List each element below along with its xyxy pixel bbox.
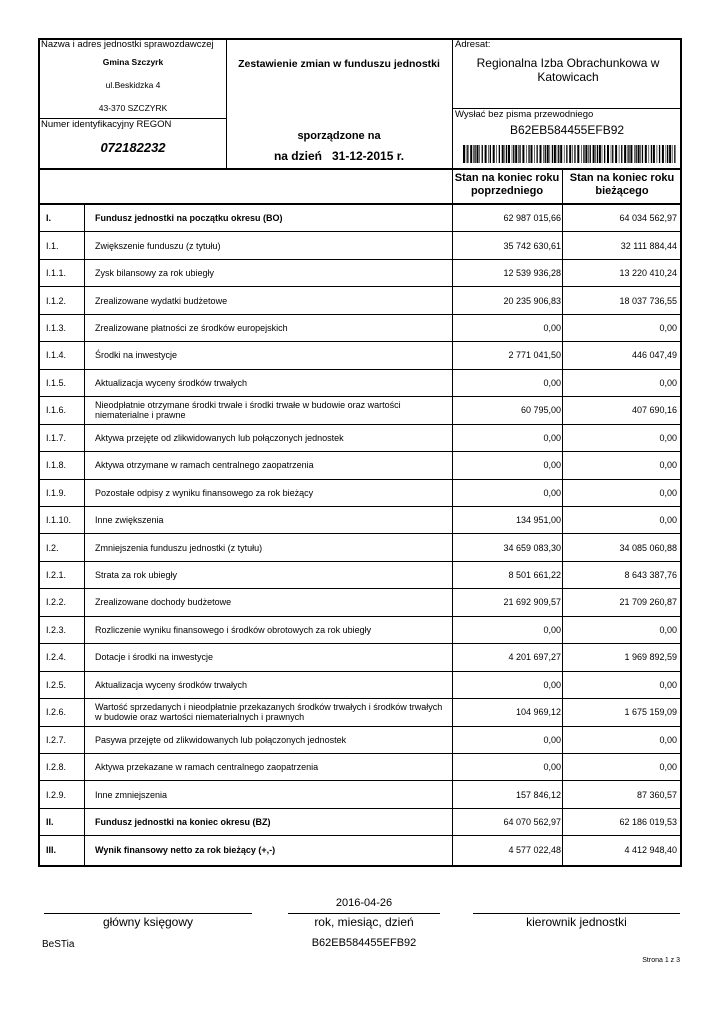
row-current-value: 0,00 [659, 515, 677, 526]
table-row [38, 561, 682, 588]
row-prev-value: 0,00 [543, 460, 561, 471]
row-current-value: 34 085 060,88 [619, 542, 677, 553]
row-label: Dotacje i środki na inwestycje [95, 652, 214, 663]
footer-code: B62EB584455EFB92 [311, 937, 417, 949]
row-prev-value: 12 539 936,28 [503, 268, 561, 279]
row-label: Aktualizacja wyceny środków trwałych [95, 377, 248, 388]
row-label: Pasywa przejęte od zlikwidowanych lub połączonych jednostek [95, 734, 347, 745]
row-label: Aktualizacja wyceny środków trwałych [95, 679, 248, 690]
row-number: I.1.4. [46, 350, 67, 361]
row-number: I.1.8. [46, 460, 67, 471]
row-current-value: 0,00 [659, 734, 677, 745]
row-current-value: 0,00 [659, 762, 677, 773]
row-prev-value: 8 501 661,22 [508, 570, 561, 581]
row-number: I.1.6. [46, 405, 67, 416]
row-number: I.2.5. [46, 679, 67, 690]
row-label: Wartość sprzedanych i nieodpłatnie przekazanych środków trwałych i środków trwałych w budowie oraz wartości niematerialnych i prawnych [95, 702, 443, 723]
signature-line-accountant [44, 913, 252, 914]
row-number: I.1.5. [46, 377, 67, 388]
row-prev-value: 34 659 083,30 [503, 542, 561, 553]
row-current-value: 0,00 [659, 322, 677, 333]
table-row [38, 314, 682, 341]
row-number: I.1.10. [46, 515, 72, 526]
row-current-value: 1 675 159,09 [624, 707, 677, 718]
row-label: Aktywa przekazane w ramach centralnego zaopatrzenia [95, 762, 319, 773]
row-current-value: 407 690,16 [631, 405, 677, 416]
table-row [38, 369, 682, 396]
header-divider-2 [452, 38, 453, 170]
row-prev-value: 4 577 022,48 [508, 844, 561, 855]
row-label: Zrealizowane dochody budżetowe [95, 597, 232, 608]
table-row [38, 780, 682, 807]
row-label: Zmniejszenia funduszu jednostki (z tytułu) [95, 542, 263, 553]
row-prev-value: 60 795,00 [520, 405, 561, 416]
table-row [38, 341, 682, 368]
unit-city: 43-370 SZCZYRK [98, 103, 168, 113]
row-current-value: 4 412 948,40 [624, 844, 677, 855]
row-current-value: 0,00 [659, 624, 677, 635]
table-row [38, 671, 682, 698]
document-code: B62EB584455EFB92 [509, 123, 625, 137]
row-prev-value: 0,00 [543, 762, 561, 773]
row-current-value: 446 047,49 [631, 350, 677, 361]
row-number: I.1. [46, 240, 59, 251]
table-row [38, 204, 682, 231]
row-number: I.1.2. [46, 295, 67, 306]
row-number: I.1.3. [46, 322, 67, 333]
document-title: Zestawienie zmian w funduszu jednostki [238, 58, 440, 70]
row-current-value: 8 643 387,76 [624, 570, 677, 581]
row-current-value: 62 186 019,53 [619, 817, 677, 828]
table-row [38, 451, 682, 478]
row-prev-value: 0,00 [543, 432, 561, 443]
barcode-icon [463, 145, 678, 163]
row-label: Aktywa otrzymane w ramach centralnego zaopatrzenia [95, 460, 314, 471]
row-current-value: 87 360,57 [636, 789, 677, 800]
row-number: I.2.6. [46, 707, 67, 718]
addressee-label: Adresat: [455, 39, 491, 50]
row-label: Wynik finansowy netto za rok bieżący (+,-) [95, 844, 276, 855]
table-row [38, 616, 682, 643]
compiled-label: sporządzone na [297, 130, 381, 142]
addressee-name: Regionalna Izba Obrachunkowa w Katowicach [476, 56, 660, 84]
table-row [38, 808, 682, 835]
send-label: Wysłać bez pisma przewodniego [455, 109, 594, 120]
row-current-value: 1 969 892,59 [624, 652, 677, 663]
row-number: I.1.1. [46, 268, 67, 279]
row-current-value: 0,00 [659, 487, 677, 498]
row-label: Fundusz jednostki na początku okresu (BO) [95, 212, 283, 223]
row-prev-value: 4 201 697,27 [508, 652, 561, 663]
table-row [38, 396, 682, 423]
table-row [38, 424, 682, 451]
row-prev-value: 0,00 [543, 734, 561, 745]
unit-name: Gmina Szczyrk [102, 57, 164, 67]
row-number: I.2.2. [46, 597, 67, 608]
table-row [38, 259, 682, 286]
row-number: I.2.8. [46, 762, 67, 773]
unit-label: Nazwa i adres jednostki sprawozdawczej [41, 39, 214, 50]
chief-accountant-caption: główny księgowy [102, 915, 194, 929]
row-number: I.1.7. [46, 432, 67, 443]
row-number: II. [46, 817, 54, 828]
row-current-value: 0,00 [659, 460, 677, 471]
row-prev-value: 134 951,00 [515, 515, 561, 526]
table-row [38, 231, 682, 258]
software-name: BeSTia [42, 939, 75, 950]
row-prev-value: 0,00 [543, 377, 561, 388]
table-row [38, 726, 682, 753]
row-prev-value: 21 692 909,57 [503, 597, 561, 608]
unit-street: ul.Beskidzka 4 [105, 80, 161, 90]
row-prev-value: 0,00 [543, 679, 561, 690]
row-label: Inne zmniejszenia [95, 789, 168, 800]
row-number: I.2.1. [46, 570, 67, 581]
date-prefix: na dzień [273, 149, 322, 163]
row-label: Zwiększenie funduszu (z tytułu) [95, 240, 221, 251]
row-number: III. [46, 844, 57, 855]
row-label: Nieodpłatnie otrzymane środki trwałe i środki trwałe w budowie oraz wartości niematerialne i prawne [95, 400, 401, 421]
regon-value: 072182232 [100, 140, 166, 155]
column-prev-year: Stan na koniec roku poprzedniego [454, 172, 560, 197]
row-prev-value: 0,00 [543, 624, 561, 635]
row-current-value: 13 220 410,24 [619, 268, 677, 279]
row-label: Fundusz jednostki na koniec okresu (BZ) [95, 817, 271, 828]
column-current-year: Stan na koniec roku bieżącego [569, 172, 675, 197]
row-number: I.1.9. [46, 487, 67, 498]
row-current-value: 32 111 884,44 [620, 240, 677, 251]
row-prev-value: 35 742 630,61 [503, 240, 561, 251]
footer-date: 2016-04-26 [335, 897, 393, 909]
row-current-value: 21 709 260,87 [619, 597, 677, 608]
row-prev-value: 20 235 906,83 [503, 295, 561, 306]
row-label: Strata za rok ubiegły [95, 570, 178, 581]
row-label: Aktywa przejęte od zlikwidowanych lub połączonych jednostek [95, 432, 344, 443]
table-row [38, 643, 682, 670]
date-value: 31-12-2015 r. [331, 149, 405, 163]
regon-label: Numer identyfikacyjny REGON [41, 119, 172, 130]
row-current-value: 0,00 [659, 679, 677, 690]
table-row [38, 753, 682, 780]
head-of-unit-caption: kierownik jednostki [526, 915, 627, 929]
row-prev-value: 0,00 [543, 487, 561, 498]
table-row [38, 835, 682, 862]
row-prev-value: 64 070 562,97 [503, 817, 561, 828]
row-label: Zysk bilansowy za rok ubiegły [95, 268, 215, 279]
row-number: I.2.9. [46, 789, 67, 800]
table-row [38, 506, 682, 533]
row-number: I.2.4. [46, 652, 67, 663]
row-current-value: 0,00 [659, 432, 677, 443]
row-current-value: 18 037 736,55 [619, 295, 677, 306]
signature-line-head [473, 913, 680, 914]
row-number: I.2.3. [46, 624, 67, 635]
table-row [38, 698, 682, 725]
report-date [226, 149, 452, 163]
row-prev-value: 2 771 041,50 [508, 350, 561, 361]
date-caption: rok, miesiąc, dzień [314, 915, 414, 929]
table-row [38, 479, 682, 506]
page-number: Strona 1 z 3 [642, 957, 680, 964]
row-label: Pozostałe odpisy z wyniku finansowego za rok bieżący [95, 487, 314, 498]
row-current-value: 64 034 562,97 [619, 212, 677, 223]
signature-line-date [288, 913, 440, 914]
row-prev-value: 157 846,12 [515, 789, 561, 800]
row-current-value: 0,00 [659, 377, 677, 388]
row-prev-value: 62 987 015,66 [503, 212, 561, 223]
table-row [38, 533, 682, 560]
row-number: I. [46, 212, 52, 223]
row-label: Zrealizowane wydatki budżetowe [95, 295, 228, 306]
row-prev-value: 0,00 [543, 322, 561, 333]
row-label: Zrealizowane płatności ze środków europejskich [95, 322, 288, 333]
row-number: I.2. [46, 542, 59, 553]
row-label: Inne zwiększenia [95, 515, 164, 526]
row-number: I.2.7. [46, 734, 67, 745]
table-row [38, 286, 682, 313]
table-row [38, 588, 682, 615]
row-label: Rozliczenie wyniku finansowego i środków obrotowych za rok ubiegły [95, 624, 372, 635]
row-label: Środki na inwestycje [95, 350, 178, 361]
row-prev-value: 104 969,12 [515, 707, 561, 718]
